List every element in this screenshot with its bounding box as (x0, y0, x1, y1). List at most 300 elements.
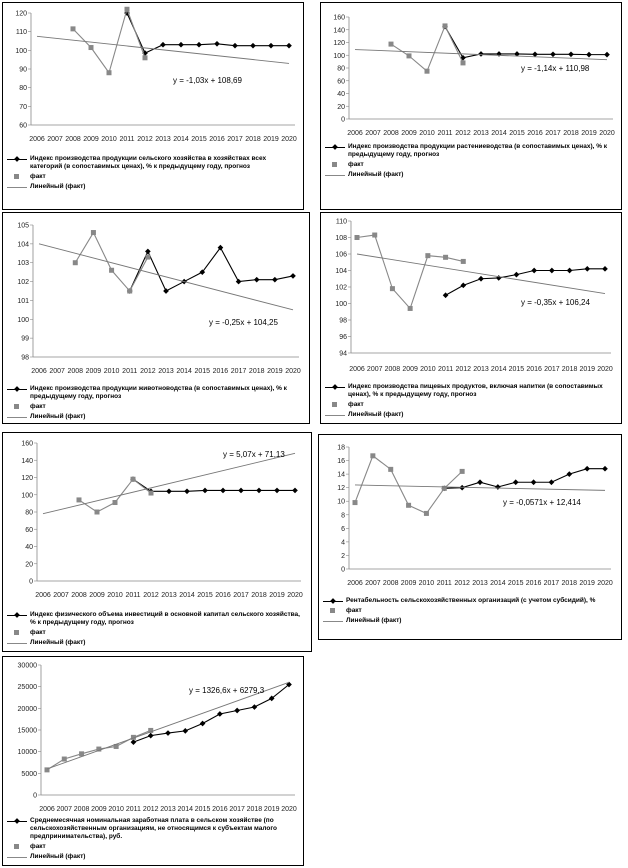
x-tick-label: 2015 (509, 130, 525, 137)
y-tick-label: 80 (337, 65, 345, 73)
forecast-point (567, 268, 573, 274)
trend-equation: y = -0,0571x + 12,414 (503, 498, 581, 507)
x-tick-label: 2011 (438, 366, 454, 373)
forecast-point (200, 721, 206, 727)
x-tick-label: 2007 (56, 806, 73, 813)
y-tick-label: 20000 (17, 705, 37, 713)
legend-fact: факт (323, 607, 617, 615)
x-tick-label: 2008 (71, 592, 87, 599)
x-tick-label: 2016 (527, 130, 543, 137)
trend-equation: y = -0,25x + 104,25 (209, 318, 278, 327)
forecast-line (130, 248, 293, 291)
x-tick-label: 2020 (281, 806, 297, 813)
y-tick-label: 108 (335, 235, 347, 242)
forecast-point (286, 43, 292, 49)
forecast-point (148, 733, 154, 739)
chart-svg-5 (3, 433, 311, 611)
trend-line (43, 453, 295, 513)
trend-equation: y = -1,03x + 108,69 (173, 76, 242, 85)
y-tick-label: 2 (341, 552, 345, 560)
y-tick-label: 16 (337, 458, 345, 466)
y-tick-label: 15000 (17, 727, 37, 735)
fact-point (127, 289, 132, 294)
y-tick-label: 120 (15, 10, 27, 18)
fact-point (370, 453, 375, 458)
x-tick-label: 2007 (49, 368, 65, 375)
x-tick-label: 2007 (365, 130, 381, 137)
x-tick-label: 2010 (108, 806, 124, 813)
y-tick-label: 60 (25, 526, 33, 534)
chart-panel-investment-index (2, 432, 312, 652)
legend-forecast: Среднемесячная номинальная заработная плата в сельском хозяйстве (по сельскохозяйственным организациям, не относящимся к субъектам малого предпринимательства), руб. (7, 817, 299, 841)
forecast-point (160, 42, 166, 48)
x-tick-label: 2013 (161, 592, 177, 599)
y-tick-label: 104 (335, 268, 347, 275)
x-tick-label: 2012 (143, 592, 159, 599)
x-tick-label: 2012 (142, 806, 159, 813)
y-tick-label: 40 (25, 544, 33, 551)
x-tick-label: 2017 (543, 580, 560, 587)
fact-line (391, 26, 463, 71)
x-tick-label: 2010 (107, 592, 123, 599)
y-tick-label: 98 (339, 317, 347, 325)
fact-point (107, 70, 112, 75)
forecast-point (232, 43, 238, 49)
x-tick-label: 2017 (227, 136, 243, 143)
legend-trend: Линейный (факт) (325, 171, 617, 179)
fact-point (95, 510, 100, 515)
legend-fact: факт (7, 629, 307, 637)
x-tick-label: 2020 (285, 368, 301, 375)
y-tick-label: 100 (17, 316, 29, 324)
fact-point (143, 55, 148, 60)
y-tick-label: 100 (21, 492, 33, 500)
forecast-line (446, 269, 605, 295)
fact-point (109, 268, 114, 273)
forecast-line (133, 479, 295, 491)
x-tick-label: 2020 (597, 366, 613, 373)
forecast-point (568, 51, 574, 57)
y-tick-label: 90 (19, 66, 27, 74)
x-tick-label: 2008 (67, 368, 84, 375)
y-tick-label: 8 (341, 512, 345, 520)
y-tick-label: 100 (15, 47, 27, 55)
x-tick-label: 2009 (402, 366, 418, 373)
x-tick-label: 2009 (91, 806, 107, 813)
y-tick-label: 5000 (21, 770, 37, 778)
x-tick-label: 2007 (53, 592, 69, 599)
y-tick-label: 10 (337, 498, 345, 506)
y-tick-label: 103 (17, 260, 29, 268)
chart-panel-profitability (318, 434, 622, 640)
legend-fact: факт (7, 173, 299, 181)
x-tick-label: 2008 (73, 806, 90, 813)
fact-point (406, 503, 411, 508)
fact-point (407, 53, 412, 58)
forecast-point (250, 43, 256, 49)
x-tick-label: 2015 (197, 592, 213, 599)
fact-point (62, 757, 67, 762)
fact-point (390, 286, 395, 291)
y-tick-label: 6 (341, 525, 345, 533)
y-tick-label: 20 (337, 103, 345, 111)
forecast-point (256, 488, 262, 494)
x-tick-label: 2018 (563, 130, 579, 137)
fact-point (71, 26, 76, 31)
chart-panel-agriculture-index (2, 2, 304, 210)
y-tick-label: 12 (337, 485, 345, 493)
y-tick-label: 140 (21, 457, 33, 465)
forecast-point (604, 52, 610, 58)
x-tick-label: 2015 (194, 368, 211, 375)
x-tick-label: 2010 (101, 136, 117, 143)
forecast-point (214, 41, 220, 47)
x-tick-label: 2018 (251, 592, 267, 599)
forecast-point (268, 43, 274, 49)
x-tick-label: 2012 (455, 130, 471, 137)
legend-forecast: Рентабельность сельскохозяйственных организаций (с учетом субсидий), % (323, 597, 617, 605)
fact-point (73, 260, 78, 265)
y-tick-label: 104 (17, 241, 29, 249)
fact-point (131, 477, 136, 482)
fact-point (388, 467, 393, 472)
y-tick-label: 0 (33, 792, 37, 800)
forecast-point (478, 276, 484, 282)
fact-point (353, 500, 358, 505)
x-tick-label: 2018 (561, 366, 578, 373)
y-tick-label: 120 (21, 475, 33, 482)
forecast-point (274, 488, 280, 494)
x-tick-label: 2016 (212, 806, 228, 813)
x-tick-label: 2017 (230, 368, 247, 375)
forecast-point (252, 704, 258, 710)
y-tick-label: 80 (25, 509, 33, 517)
x-tick-label: 2013 (473, 130, 489, 137)
chart-svg-1 (3, 3, 303, 153)
x-tick-label: 2009 (83, 136, 99, 143)
x-tick-label: 2016 (212, 368, 229, 375)
y-tick-label: 20 (25, 561, 33, 569)
forecast-point (566, 471, 572, 477)
y-tick-label: 140 (333, 27, 345, 35)
forecast-point (254, 277, 260, 283)
x-tick-label: 2016 (209, 136, 225, 143)
fact-point (443, 255, 448, 260)
y-tick-label: 106 (335, 251, 347, 259)
forecast-point (145, 249, 151, 255)
x-tick-label: 2010 (418, 580, 435, 587)
y-tick-label: 40 (337, 91, 345, 98)
y-tick-label: 160 (333, 14, 345, 22)
x-tick-label: 2011 (119, 136, 135, 143)
chart-panel-crop-index (320, 2, 622, 210)
fact-point (408, 306, 413, 311)
x-tick-label: 2011 (122, 368, 138, 375)
fact-point (125, 7, 130, 12)
forecast-point (550, 51, 556, 57)
y-tick-label: 120 (333, 40, 345, 47)
chart-svg-7 (3, 657, 303, 817)
chart-svg-3 (3, 213, 309, 383)
y-tick-label: 110 (335, 218, 347, 226)
y-tick-label: 10000 (17, 749, 37, 757)
fact-point (425, 253, 430, 258)
x-tick-label: 2008 (383, 130, 399, 137)
y-tick-label: 101 (17, 297, 29, 305)
fact-point (355, 235, 360, 240)
fact-point (372, 233, 377, 238)
forecast-point (220, 488, 226, 494)
forecast-point (531, 479, 537, 485)
forecast-point (549, 268, 555, 274)
x-tick-label: 2019 (581, 130, 597, 137)
forecast-point (217, 711, 223, 717)
y-tick-label: 98 (21, 354, 29, 362)
legend-trend: Линейный (факт) (7, 853, 299, 861)
fact-point (424, 511, 429, 516)
forecast-line (445, 27, 607, 58)
x-tick-label: 2012 (455, 366, 472, 373)
trend-line (37, 36, 289, 63)
x-tick-label: 2013 (158, 368, 174, 375)
forecast-point (496, 51, 502, 57)
x-tick-label: 2020 (281, 136, 297, 143)
y-tick-label: 60 (337, 78, 345, 86)
x-tick-label: 2019 (579, 580, 595, 587)
x-tick-label: 2008 (384, 366, 401, 373)
forecast-point (184, 488, 190, 494)
x-tick-label: 2011 (125, 806, 141, 813)
x-tick-label: 2017 (545, 130, 561, 137)
fact-line (75, 233, 148, 291)
x-tick-label: 2006 (347, 130, 363, 137)
x-tick-label: 2018 (561, 580, 578, 587)
forecast-point (196, 42, 202, 48)
chart-panel-food-index (320, 212, 622, 424)
forecast-point (514, 272, 520, 278)
y-tick-label: 110 (15, 29, 27, 37)
x-tick-label: 2020 (287, 592, 303, 599)
x-tick-label: 2010 (103, 368, 120, 375)
y-tick-label: 160 (21, 440, 33, 448)
legend-forecast: Индекс производства пищевых продуктов, включая напитки (в сопоставимых ценах), % к предыдущему году, прогноз (325, 383, 617, 399)
x-tick-label: 2009 (401, 130, 417, 137)
chart-panel-wages (2, 656, 304, 866)
x-tick-label: 2018 (245, 136, 261, 143)
x-tick-label: 2019 (267, 368, 283, 375)
x-tick-label: 2011 (125, 592, 141, 599)
legend-forecast: Индекс физического объема инвестиций в основной капитал сельского хозяйства, % к предыдущему году, прогноз (7, 611, 307, 627)
trend-equation: y = -0,35x + 106,24 (521, 298, 590, 307)
forecast-point (272, 277, 278, 283)
x-tick-label: 2006 (347, 580, 363, 587)
y-tick-label: 105 (17, 222, 29, 230)
legend-forecast: Индекс производства продукции сельского хозяйства в хозяйствах всех категорий (в сопоставимых ценах), % к предыдущему году, прогноз (7, 155, 299, 171)
y-tick-label: 102 (335, 284, 347, 292)
x-tick-label: 2006 (349, 366, 365, 373)
x-tick-label: 2014 (176, 368, 192, 375)
y-tick-label: 100 (333, 52, 345, 60)
x-tick-label: 2020 (599, 130, 615, 137)
y-tick-label: 60 (19, 122, 27, 130)
trend-equation: y = -1,14x + 110,98 (521, 64, 590, 73)
y-tick-label: 70 (19, 103, 27, 111)
x-tick-label: 2018 (246, 806, 263, 813)
legend-trend: Линейный (факт) (323, 617, 617, 625)
forecast-point (182, 728, 188, 734)
forecast-point (586, 52, 592, 58)
y-tick-label: 80 (19, 85, 27, 93)
forecast-point (478, 51, 484, 57)
forecast-point (602, 466, 608, 472)
fact-line (79, 479, 151, 512)
x-tick-label: 2009 (85, 368, 102, 375)
forecast-point (549, 479, 555, 485)
forecast-point (477, 479, 483, 485)
x-tick-label: 2015 (191, 136, 207, 143)
x-tick-label: 2008 (382, 580, 399, 587)
y-tick-label: 0 (29, 578, 33, 586)
forecast-point (602, 266, 608, 272)
fact-point (113, 500, 118, 505)
forecast-point (290, 273, 296, 279)
x-tick-label: 2019 (263, 806, 280, 813)
y-tick-label: 30000 (17, 662, 37, 670)
y-tick-label: 0 (341, 566, 345, 574)
fact-point (149, 491, 154, 496)
x-tick-label: 2008 (65, 136, 81, 143)
x-tick-label: 2014 (177, 806, 194, 813)
x-tick-label: 2006 (39, 806, 55, 813)
x-tick-label: 2010 (420, 366, 436, 373)
forecast-point (292, 488, 298, 494)
y-tick-label: 100 (335, 301, 347, 308)
forecast-point (584, 266, 590, 272)
fact-point (460, 469, 465, 474)
x-tick-label: 2012 (454, 580, 470, 587)
x-tick-label: 2015 (194, 806, 211, 813)
x-tick-label: 2010 (419, 130, 435, 137)
forecast-point (236, 279, 242, 285)
legend-forecast: Индекс производства продукции животноводства (в сопоставимых ценах), % к предыдущему году, прогноз (7, 385, 305, 401)
legend-trend: Линейный (факт) (325, 411, 617, 419)
trend-line (47, 682, 289, 769)
x-tick-label: 2017 (544, 366, 560, 373)
forecast-point (238, 488, 244, 494)
fact-point (461, 259, 466, 264)
chart-svg-4 (321, 213, 621, 381)
x-tick-label: 2016 (526, 366, 542, 373)
fact-point (389, 42, 394, 47)
forecast-point (495, 484, 501, 490)
forecast-point (443, 292, 449, 298)
x-tick-label: 2009 (400, 580, 417, 587)
legend-forecast: Индекс производства продукции растениеводства (в сопоставимых ценах), % к предыдущему году, прогноз (325, 143, 617, 159)
x-tick-label: 2019 (579, 366, 596, 373)
forecast-point (163, 288, 169, 294)
x-tick-label: 2013 (160, 806, 176, 813)
trend-equation: y = 5,07x + 71,13 (223, 450, 285, 459)
x-tick-label: 2017 (229, 806, 245, 813)
legend-trend: Линейный (факт) (7, 639, 307, 647)
forecast-point (178, 42, 184, 48)
y-tick-label: 0 (341, 116, 345, 124)
x-tick-label: 2014 (173, 136, 189, 143)
x-tick-label: 2016 (215, 592, 231, 599)
forecast-point (584, 466, 590, 472)
y-tick-label: 4 (341, 539, 345, 547)
forecast-point (234, 708, 240, 714)
legend-fact: факт (7, 843, 299, 851)
trend-equation: y = 1326,6x + 6279,3 (189, 686, 265, 695)
x-tick-label: 2017 (233, 592, 249, 599)
x-tick-label: 2011 (437, 130, 453, 137)
fact-point (89, 45, 94, 50)
x-tick-label: 2014 (490, 580, 506, 587)
forecast-point (531, 268, 537, 274)
forecast-point (131, 739, 137, 745)
y-tick-label: 99 (21, 335, 29, 343)
y-tick-label: 14 (337, 471, 345, 479)
trend-line (39, 244, 293, 310)
x-tick-label: 2007 (366, 366, 383, 373)
y-tick-label: 18 (337, 444, 345, 452)
x-tick-label: 2016 (525, 580, 542, 587)
x-tick-label: 2011 (436, 580, 452, 587)
fact-line (357, 235, 463, 308)
fact-point (425, 69, 430, 74)
chart-panel-livestock-index (2, 212, 310, 424)
x-tick-label: 2006 (29, 136, 45, 143)
x-tick-label: 2009 (89, 592, 105, 599)
x-tick-label: 2013 (473, 366, 489, 373)
fact-point (145, 255, 150, 260)
x-tick-label: 2014 (491, 130, 507, 137)
legend-trend: Линейный (факт) (7, 413, 305, 421)
x-tick-label: 2012 (140, 368, 156, 375)
legend-trend: Линейный (факт) (7, 183, 299, 191)
chart-svg-6 (319, 435, 621, 595)
x-tick-label: 2013 (155, 136, 171, 143)
trend-line (355, 485, 605, 490)
x-tick-label: 2015 (507, 580, 524, 587)
legend-fact: факт (325, 161, 617, 169)
forecast-line (127, 13, 289, 53)
fact-point (443, 23, 448, 28)
x-tick-label: 2013 (472, 580, 488, 587)
legend-fact: факт (7, 403, 305, 411)
y-tick-label: 94 (339, 350, 347, 358)
y-tick-label: 96 (339, 334, 347, 341)
y-tick-label: 102 (17, 279, 29, 287)
chart-svg-2 (321, 3, 621, 143)
x-tick-label: 2018 (248, 368, 265, 375)
forecast-point (202, 488, 208, 494)
fact-point (77, 497, 82, 502)
forecast-point (460, 283, 466, 289)
x-tick-label: 2020 (597, 580, 613, 587)
x-tick-label: 2014 (179, 592, 195, 599)
y-tick-label: 25000 (17, 684, 37, 692)
x-tick-label: 2019 (269, 592, 285, 599)
forecast-point (165, 730, 171, 736)
fact-point (91, 230, 96, 235)
forecast-point (513, 479, 519, 485)
x-tick-label: 2015 (508, 366, 525, 373)
x-tick-label: 2019 (263, 136, 279, 143)
x-tick-label: 2006 (31, 368, 47, 375)
fact-point (461, 60, 466, 65)
